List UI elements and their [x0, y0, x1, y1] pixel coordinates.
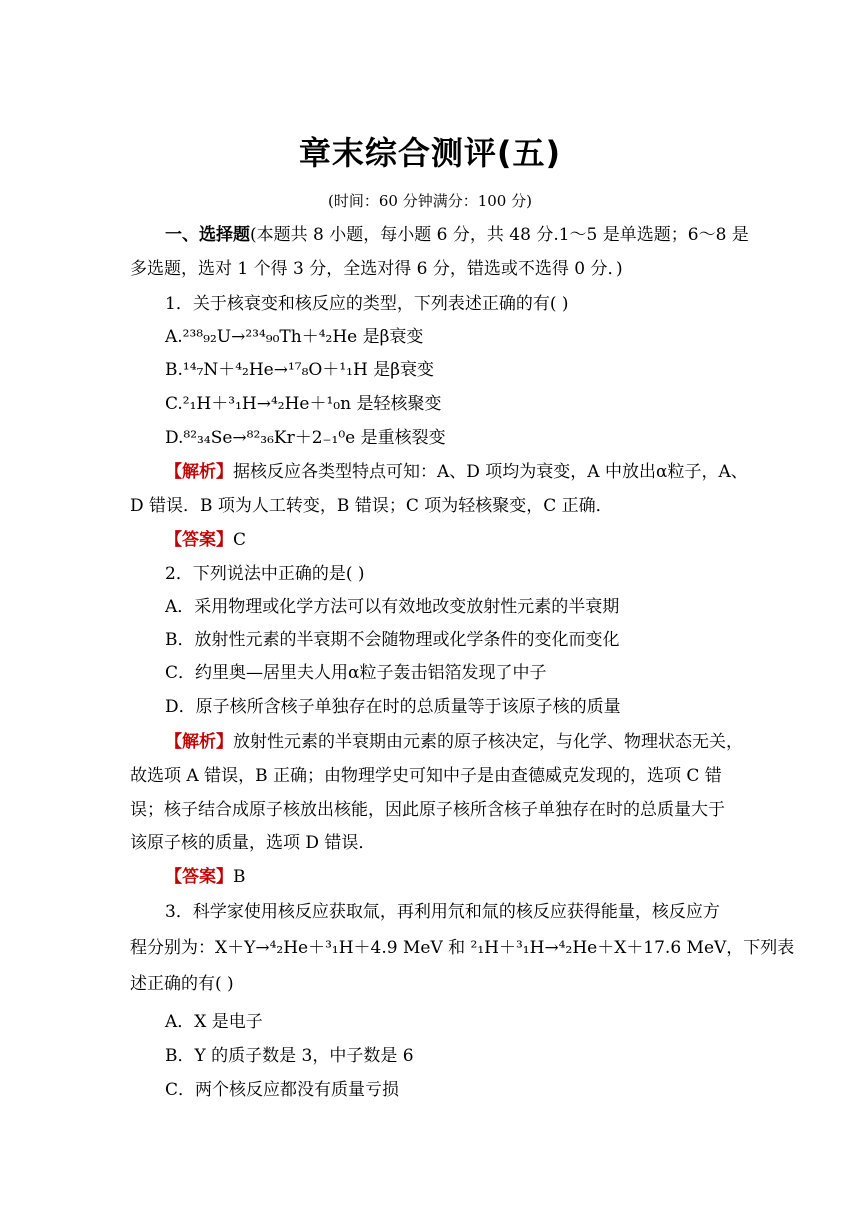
q1-analysis-line2: D 错误．B 项为人工转变，B 错误；C 项为轻核聚变，C 正确． [130, 496, 613, 516]
q2-option-b: B．放射性元素的半衰期不会随物理或化学条件的变化而变化 [165, 630, 620, 650]
q2-option-c: C．约里奥—居里夫人用α粒子轰击铝箔发现了中子 [165, 663, 547, 683]
section-intro: (本题共 8 小题，每小题 6 分，共 48 分.1～5 是单选题；6～8 是 [250, 225, 749, 245]
analysis-label: 【解析】 [165, 732, 233, 752]
q2-option-d: D．原子核所含核子单独存在时的总质量等于该原子核的质量 [165, 697, 621, 717]
q2-analysis-line4: 该原子核的质量，选项 D 错误． [130, 833, 376, 853]
q3-stem-line1: 3．科学家使用核反应获取氚，再利用氘和氚的核反应获得能量，核反应方 [165, 902, 720, 922]
q1-option-c: C.²₁H＋³₁H→⁴₂He＋¹₀n 是轻核聚变 [165, 394, 442, 414]
section-intro-line1 [165, 224, 749, 246]
q1-analysis-line1: 【解析】据核反应各类型特点可知：A、D 项均为衰变，A 中放出α粒子，A、 [165, 462, 748, 482]
section-heading: 一、选择题 [165, 225, 250, 245]
q3-option-c: C．两个核反应都没有质量亏损 [165, 1080, 400, 1100]
section-intro-line2: 多选题，选对 1 个得 3 分，全选对得 6 分，错选或不选得 0 分．) [130, 259, 623, 279]
q2-answer [165, 866, 735, 888]
q3-stem-line3: 述正确的有( ) [130, 974, 234, 994]
q2-stem: 2．下列说法中正确的是( ) [165, 564, 365, 584]
answer-label: 【答案】 [165, 867, 233, 887]
q1-option-a: A.²³⁸₉₂U→²³⁴₉₀Th＋⁴₂He 是β衰变 [165, 327, 424, 347]
q1-answer [165, 529, 735, 551]
q1-option-b: B.¹⁴₇N＋⁴₂He→¹⁷₈O＋¹₁H 是β衰变 [165, 360, 435, 380]
q3-stem-line2: 程分别为：X＋Y→⁴₂He＋³₁H＋4.9 MeV 和 ²₁H＋³₁H→⁴₂He＋X＋17.6 MeV，下列表 [130, 938, 795, 958]
q2-answer-value: B [233, 867, 246, 887]
answer-label: 【答案】 [165, 530, 233, 550]
subtitle: (时间：60 分钟满分：100 分) [328, 192, 532, 210]
page-title: 章末综合测评(五) [298, 134, 562, 172]
q2-option-a: A．采用物理或化学方法可以有效地改变放射性元素的半衰期 [165, 597, 620, 617]
q3-option-b: B．Y 的质子数是 3，中子数是 6 [165, 1046, 414, 1066]
q2-analysis-line1: 【解析】放射性元素的半衰期由元素的原子核决定，与化学、物理状态无关， [165, 732, 743, 752]
analysis-label: 【解析】 [165, 462, 233, 482]
q1-stem: 1．关于核衰变和核反应的类型，下列表述正确的有( ) [165, 294, 569, 314]
q2-analysis-line2: 故选项 A 错误，B 正确；由物理学史可知中子是由查德威克发现的，选项 C 错 [130, 766, 722, 786]
q3-option-a: A．X 是电子 [165, 1012, 263, 1032]
q2-analysis-line3: 误；核子结合成原子核放出核能，因此原子核所含核子单独存在时的总质量大于 [130, 800, 725, 820]
q1-option-d: D.⁸²₃₄Se→⁸²₃₆Kr＋2₋₁⁰e 是重核裂变 [165, 428, 446, 448]
q1-answer-value: C [233, 530, 247, 550]
